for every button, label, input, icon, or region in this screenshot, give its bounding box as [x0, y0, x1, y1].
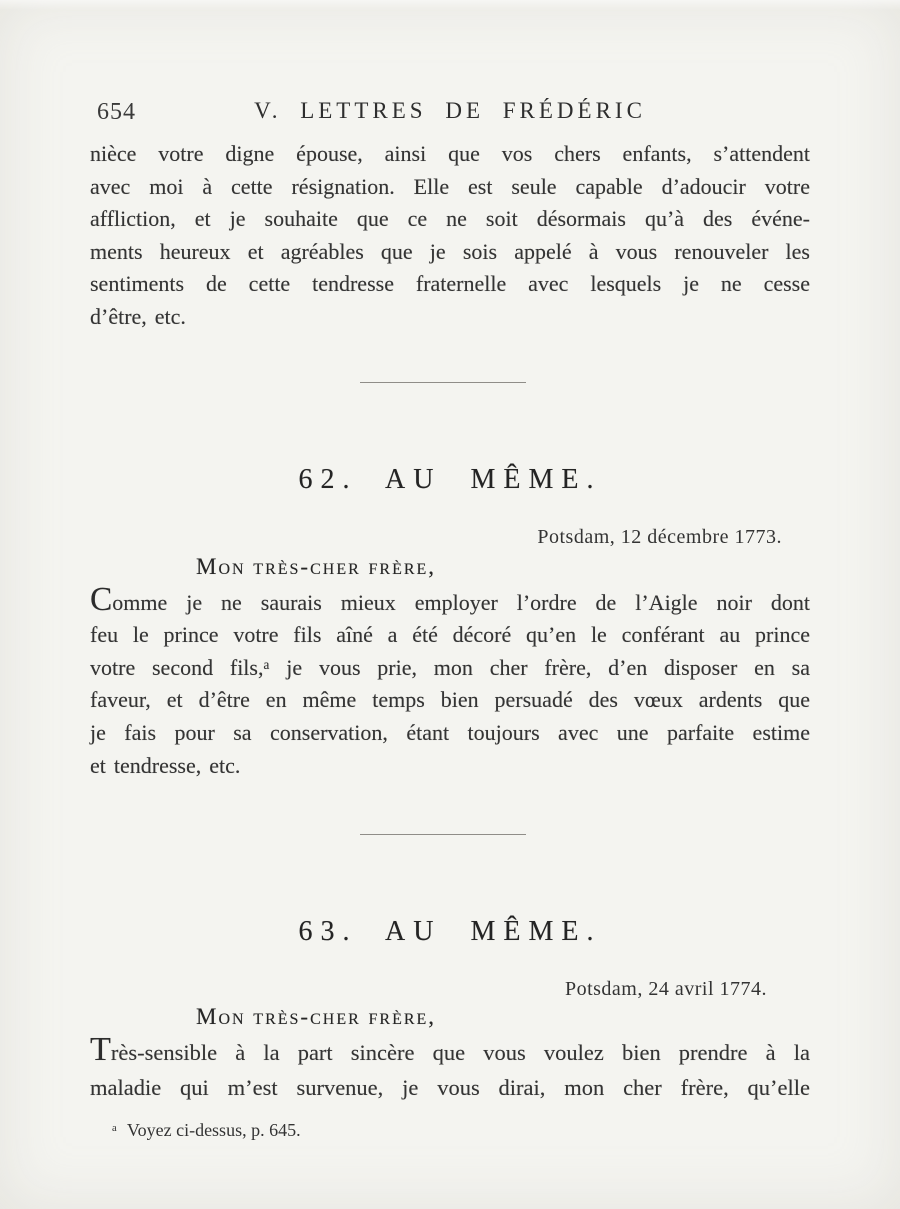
footnote-text: Voyez ci-dessus, p. 645. — [126, 1120, 301, 1141]
section-divider-rule — [360, 382, 526, 383]
text-line: votre second fils,ᵃ je vous prie, mon cher frère, d’en disposer en sa — [90, 654, 810, 680]
footnote — [112, 1119, 810, 1142]
text-line: d’être, etc. — [90, 303, 186, 329]
text-line: nièce votre digne épouse, ainsi que vos chers enfants, s’attendent — [90, 141, 810, 166]
text-line: feu le prince votre fils aîné a été décoré qu’en le conférant au prince — [90, 622, 810, 648]
text-line: affliction, et je souhaite que ce ne soit désormais qu’à des événe- — [90, 206, 810, 232]
letter-62-salutation: Mon très-cher frère, — [196, 553, 437, 579]
letter-62-body — [90, 580, 810, 783]
text-line: faveur, et d’être en même temps bien persuadé des vœux ardents que — [90, 687, 810, 713]
letter-62-dateline: Potsdam, 12 décembre 1773. — [537, 525, 782, 548]
page-number: 654 — [97, 99, 136, 125]
section-divider-rule — [360, 834, 526, 835]
text-line: et tendresse, etc. — [90, 752, 241, 778]
page-header — [0, 0, 900, 126]
letter-63-heading: 63. AU MÊME. — [298, 916, 602, 948]
letter-63-salutation: Mon très-cher frère, — [196, 1004, 437, 1030]
text-line: Très-sensible à la part sincère que vous voulez bien prendre à la — [90, 1031, 810, 1069]
letter-62-heading: 62. AU MÊME. — [298, 463, 602, 495]
letter-63-dateline: Potsdam, 24 avril 1774. — [564, 978, 767, 1001]
footnote-marker: ᵃ — [112, 1120, 117, 1141]
text-line: sentiments de cette tendresse fraternelle avec lesquels je ne cesse — [90, 271, 810, 297]
text-line: je fais pour sa conservation, étant toujours avec une parfaite estime — [90, 719, 810, 745]
text-line: avec moi à cette résignation. Elle est seule capable d’adoucir votre — [90, 173, 810, 199]
text-line: ments heureux et agréables que je sois appelé à vous renouveler les — [90, 238, 810, 264]
text-line: Comme je ne saurais mieux employer l’ordre de l’Aigle noir dont — [90, 580, 810, 618]
intro-paragraph — [90, 138, 810, 334]
letter-63-body — [90, 1031, 810, 1105]
running-title: V. LETTRES DE FRÉDÉRIC — [254, 98, 646, 123]
text-line: maladie qui m’est survenue, je vous dirai, mon cher frère, qu’elle — [90, 1075, 810, 1101]
